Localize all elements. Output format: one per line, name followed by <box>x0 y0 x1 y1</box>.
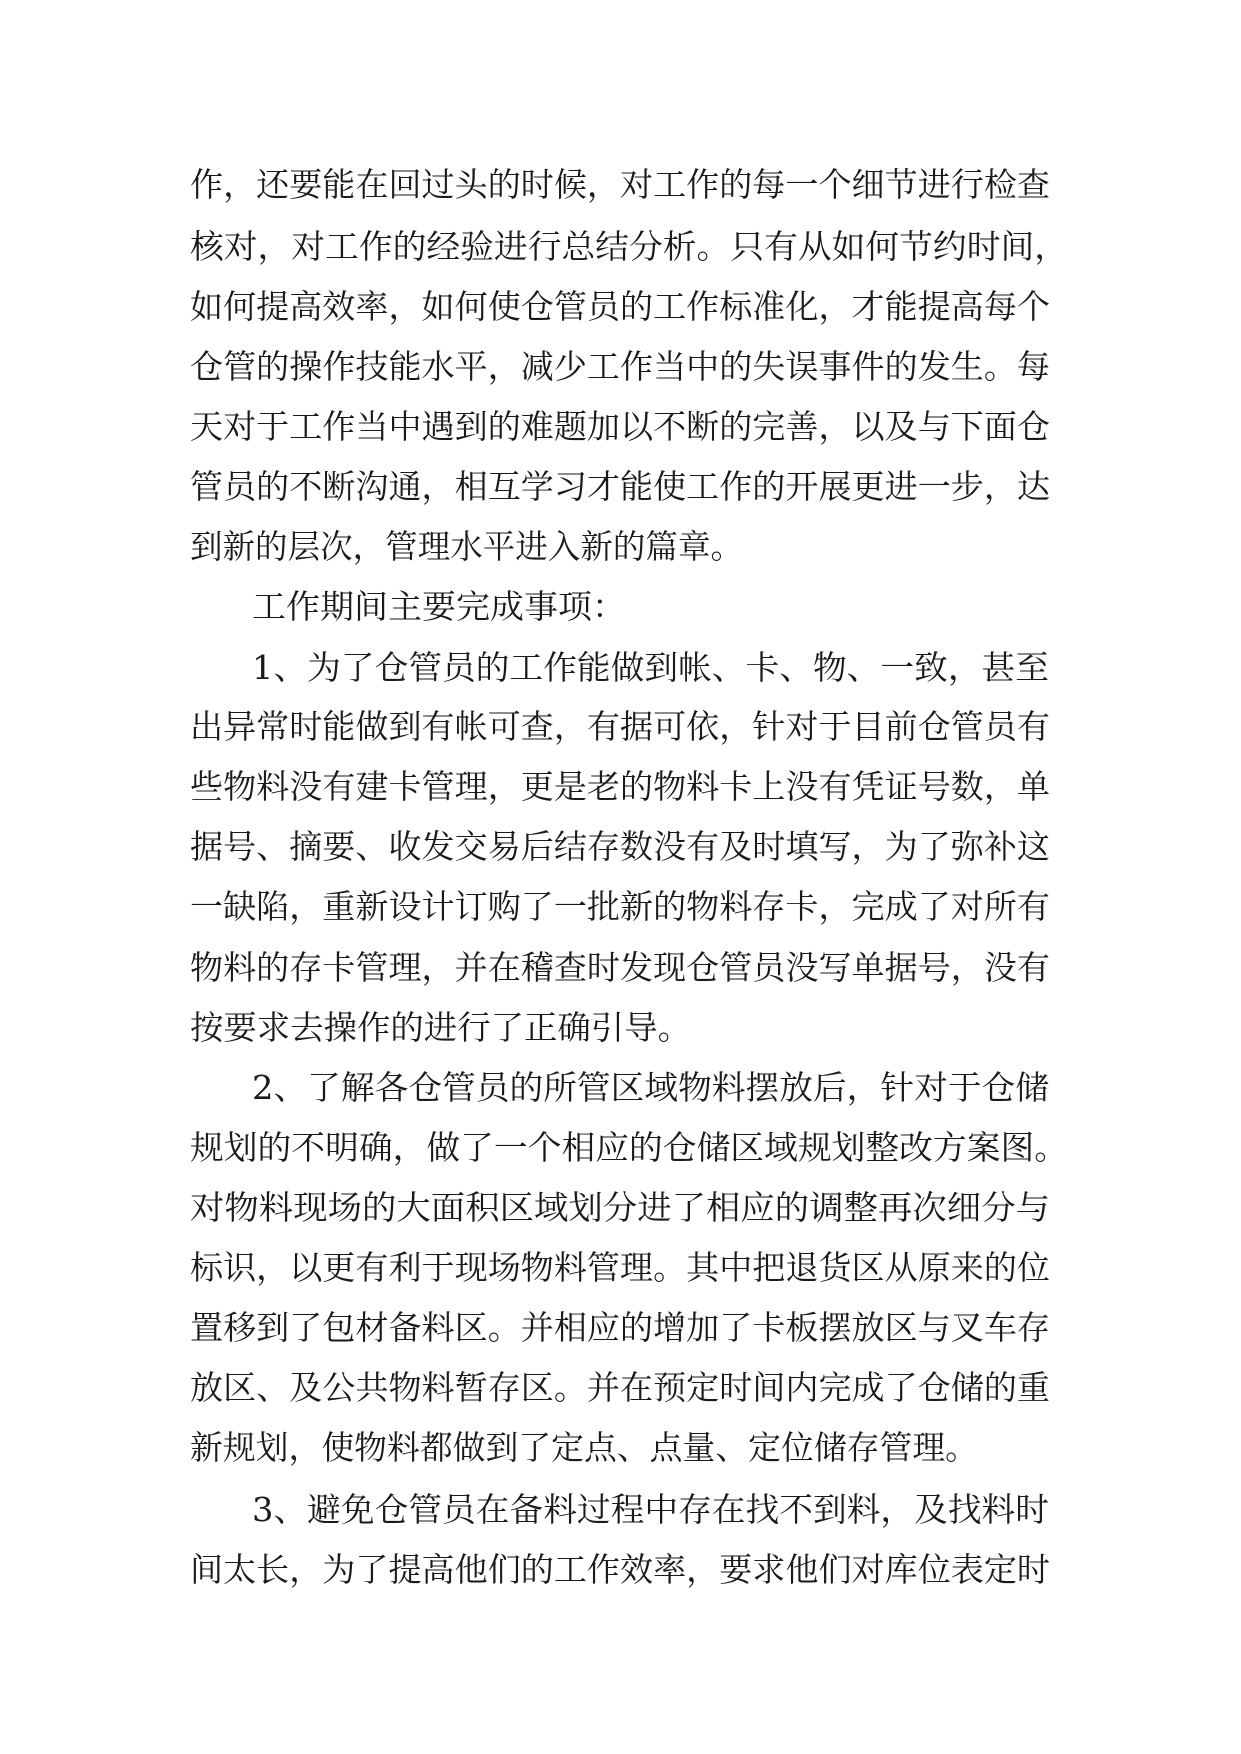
text-line-20: 置移到了包材备料区。并相应的增加了卡板摆放区与叉车存 <box>190 1308 1050 1347</box>
text-line-12: 据号、摘要、收发交易后结存数没有及时填写，为了弥补这 <box>190 827 1050 866</box>
text-line-13: 一缺陷，重新设计订购了一批新的物料存卡，完成了对所有 <box>190 887 1050 926</box>
text-line-17: 规划的不明确，做了一个相应的仓储区域规划整改方案图。 <box>190 1128 1068 1167</box>
text-line-7: 到新的层次，管理水平进入新的篇章。 <box>190 527 743 566</box>
text-line-22: 新规划，使物料都做到了定点、点量、定位储存管理。 <box>190 1428 978 1467</box>
text-line-4: 仓管的操作技能水平，减少工作当中的失误事件的发生。每 <box>190 347 1050 386</box>
text-line-9: 1、为了仓管员的工作能做到帐、卡、物、一致，甚至 <box>252 648 1049 687</box>
text-line-21: 放区、及公共物料暂存区。并在预定时间内完成了仓储的重 <box>190 1368 1050 1407</box>
text-line-11: 些物料没有建卡管理，更是老的物料卡上没有凭证号数，单 <box>190 767 1050 806</box>
text-line-5: 天对于工作当中遇到的难题加以不断的完善，以及与下面仓 <box>190 407 1050 446</box>
text-line-15: 按要求去操作的进行了正确引导。 <box>190 1008 691 1047</box>
text-line-1: 作，还要能在回过头的时候，对工作的每一个细节进行检查 <box>190 165 1050 204</box>
text-line-23: 3、避免仓管员在备料过程中存在找不到料，及找料时 <box>252 1490 1049 1529</box>
text-line-16: 2、了解各仓管员的所管区域物料摆放后，针对于仓储 <box>252 1068 1049 1107</box>
text-line-24: 间太长，为了提高他们的工作效率，要求他们对库位表定时 <box>190 1550 1050 1589</box>
text-line-14: 物料的存卡管理，并在稽查时发现仓管员没写单据号，没有 <box>190 948 1050 987</box>
text-line-3: 如何提高效率，如何使仓管员的工作标准化，才能提高每个 <box>190 287 1050 326</box>
text-line-19: 标识，以更有利于现场物料管理。其中把退货区从原来的位 <box>190 1248 1050 1287</box>
text-line-6: 管员的不断沟通，相互学习才能使工作的开展更进一步，达 <box>190 467 1050 506</box>
text-line-8: 工作期间主要完成事项： <box>252 587 626 626</box>
text-line-2: 核对，对工作的经验进行总结分析。只有从如何节约时间， <box>190 227 1068 266</box>
text-line-10: 出异常时能做到有帐可查，有据可依，针对于目前仓管员有 <box>190 707 1050 746</box>
text-line-18: 对物料现场的大面积区域划分进了相应的调整再次细分与 <box>190 1188 1050 1227</box>
